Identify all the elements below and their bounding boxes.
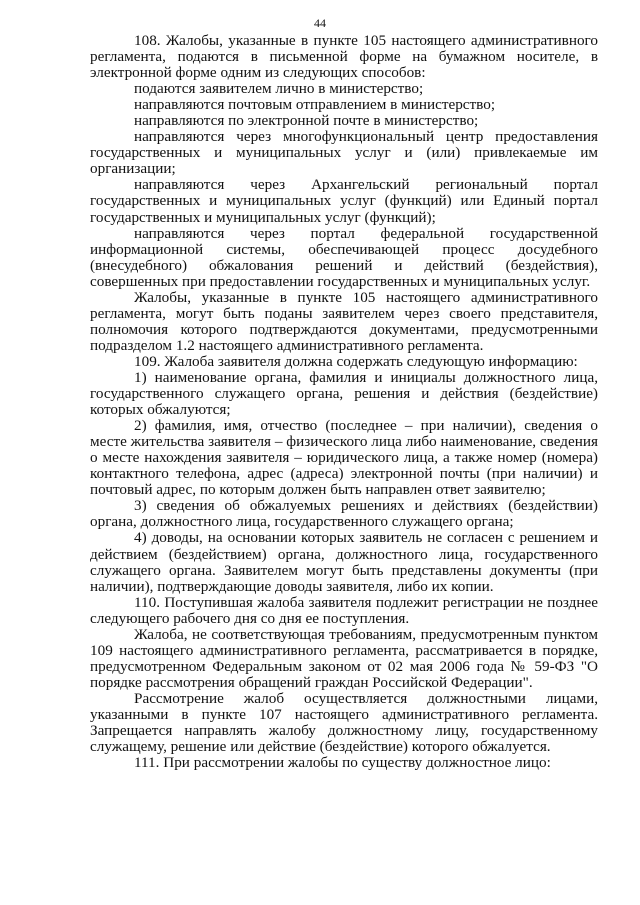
paragraph-review-officials: Рассмотрение жалоб осуществляется должностными лицами, указанными в пункте 107 настоящего административного регламента. Запрещается направлять жалобу должностному лицу, государственному служащему, решение или действие (бездействие) которого обжалуется. [90, 689, 598, 756]
list-item-2: 2) фамилия, имя, отчество (последнее – при наличии), сведения о месте жительства заявителя – физического лица либо наименование, сведения о месте нахождения заявителя – юридического лица, а также номер (номера) контактного телефона, адрес (адреса) электронной почты (при наличии) и почтовый адрес, по которым должен быть направлен ответ заявителю; [90, 417, 598, 499]
list-item-by-email: направляются по электронной почте в министерство; [134, 112, 479, 130]
list-item-4: 4) доводы, на основании которых заявитель не согласен с решением и действием (бездействием) органа, должностного лица, государственного служащего органа. Заявителем могут быть представлены документы (при наличии), подтверждающие доводы заявителя, либо их копии. [90, 529, 598, 595]
list-item-federal-portal: направляются через портал федеральной государственной информационной системы, обеспечивающей процесс досудебного (внесудебного) обжалования решений и действий (бездействия), совершенных при предоставлении государственных и муниципальных услуг. [90, 224, 598, 290]
document-body [90, 33, 598, 771]
paragraph-nonconforming: Жалоба, не соответствующая требованиям, предусмотренным пунктом 109 настоящего административного регламента, рассматривается в порядке, предусмотренном Федеральным законом от 02 мая 2006 года № 59-ФЗ "О порядке рассмотрения обращений граждан Российской Федерации". [90, 625, 598, 691]
list-item-regional-portal: направляются через Архангельский региональный портал государственных и муниципальных услуг (функций) или Единый портал государственных и муниципальных услуг (функций); [90, 176, 598, 226]
list-item-by-post: направляются почтовым отправлением в министерство; [134, 96, 496, 114]
paragraph-110: 110. Поступившая жалоба заявителя подлежит регистрации не позднее следующего рабочего дня со дня ее поступления. [90, 593, 598, 627]
paragraph-111: 111. При рассмотрении жалобы по существу должностное лицо: [134, 754, 551, 772]
list-item-1: 1) наименование органа, фамилия и инициалы должностного лица, государственного служащего органа, решения и действия (бездействие) которых обжалуются; [90, 368, 598, 419]
list-item-3: 3) сведения об обжалуемых решениях и действиях (бездействии) органа, должностного лица, государственного служащего органа; [90, 497, 598, 531]
paragraph-109: 109. Жалоба заявителя должна содержать следующую информацию: [134, 352, 578, 370]
page-number: 44 [314, 16, 326, 30]
list-item-in-person: подаются заявителем лично в министерство; [134, 80, 424, 98]
paragraph-representative: Жалобы, указанные в пункте 105 настоящего административного регламента, могут быть поданы заявителем через своего представителя, полномочия которого подтверждаются документами, предусмотренными подразделом 1.2 настоящего административного регламента. [90, 288, 598, 354]
paragraph-108: 108. Жалобы, указанные в пункте 105 настоящего административного регламента, подаются в письменной форме на бумажном носителе, в электронной форме одним из следующих способов: [90, 32, 598, 82]
list-item-mfc: направляются через многофункциональный центр предоставления государственных и муниципальных услуг и (или) привлекаемые им организации; [90, 128, 598, 178]
